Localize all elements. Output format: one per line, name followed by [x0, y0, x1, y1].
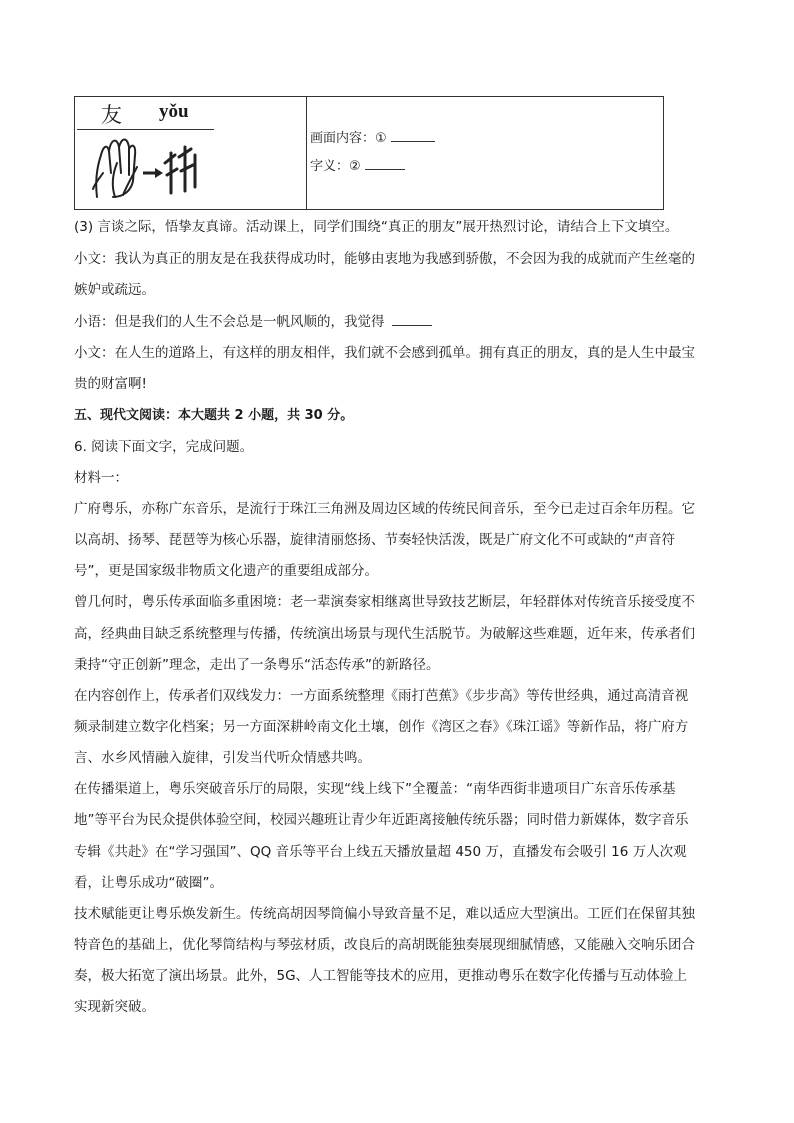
meaning-row — [310, 155, 405, 174]
xiaowen-line-2b: 贵的财富啊! — [74, 376, 147, 392]
picture-content-blank[interactable] — [391, 129, 435, 142]
paragraph-2-line-1: 曾几何时，粤乐传承面临多重困境：老一辈演奏家相继离世导致技艺断层，年轻群体对传统音乐接受度不 — [74, 594, 695, 610]
xiaoyu-blank[interactable] — [392, 313, 432, 326]
material-one-label: 材料一： — [74, 470, 128, 486]
paragraph-3-line-1: 在内容创作上，传承者们双线发力：一方面系统整理《雨打芭蕉》《步步高》等传世经典，通过高清音视 — [74, 688, 689, 704]
question-6-prompt: 6. 阅读下面文字，完成问题。 — [74, 439, 254, 455]
paragraph-1-line-1: 广府粤乐，亦称广东音乐，是流行于珠江三角洲及周边区域的传统民间音乐，至今已走过百余年历程。它 — [74, 501, 695, 517]
character-cell — [75, 97, 306, 209]
picture-content-row — [310, 127, 435, 146]
paragraph-4-line-1: 在传播渠道上，粤乐突破音乐厅的局限，实现“线上线下”全覆盖：“南华西街非遗项目广东音乐传承基 — [74, 781, 676, 797]
paragraph-5-line-2: 特音色的基础上，优化琴筒结构与琴弦材质，改良后的高胡既能独奏展现细腻情感，又能融入交响乐团合 — [74, 937, 695, 953]
character-underline — [77, 129, 214, 130]
table-divider — [306, 97, 307, 209]
paragraph-4-line-3: 专辑《共赴》在“学习强国”、QQ 音乐等平台上线五天播放量超 450 万，直播发布会吸引 16 万人次观 — [74, 844, 687, 860]
answer-cell — [308, 97, 663, 209]
question-3-prompt: (3) 言谈之际，悟挚友真谛。活动课上，同学们围绕“真正的朋友”展开热烈讨论，请结合上下文填空。 — [74, 219, 679, 235]
paragraph-5-line-4: 实现新突破。 — [74, 999, 155, 1015]
paragraph-4-line-2: 地”等平台为民众提供体验空间，校园兴趣班让青少年近距离接触传统乐器；同时借力新媒体，数字音乐 — [74, 812, 689, 828]
character-pinyin: yǒu — [159, 101, 189, 122]
xiaowen-line-1a: 小文：我认为真正的朋友是在我获得成功时，能够由衷地为我感到骄傲，不会因为我的成就而产生丝毫的 — [74, 251, 695, 267]
paragraph-1-line-3: 号”，更是国家级非物质文化遗产的重要组成部分。 — [74, 563, 378, 579]
character-glyph: 友 — [101, 103, 122, 127]
ancient-character-pictograph-icon — [89, 133, 209, 201]
paragraph-3-line-2: 频录制建立数字化档案；另一方面深耕岭南文化土壤，创作《湾区之春》《珠江谣》等新作品，将广府方 — [74, 719, 689, 735]
xiaoyu-text: 小语：但是我们的人生不会总是一帆风顺的，我觉得 — [74, 314, 385, 330]
paragraph-2-line-2: 高，经典曲目缺乏系统整理与传播，传统演出场景与现代生活脱节。为破解这些难题，近年来，传承者们 — [74, 626, 695, 642]
paragraph-5-line-3: 奏，极大拓宽了演出场景。此外，5G、人工智能等技术的应用，更推动粤乐在数字化传播与互动体验上 — [74, 968, 688, 984]
xiaoyu-line — [74, 313, 432, 331]
meaning-blank[interactable] — [365, 157, 405, 170]
paragraph-5-line-1: 技术赋能更让粤乐焕发新生。传统高胡因琴筒偏小导致音量不足，难以适应大型演出。工匠们在保留其独 — [74, 906, 695, 922]
xiaowen-line-1b: 嫉妒或疏远。 — [74, 282, 155, 298]
character-table — [74, 96, 664, 210]
section-5-heading: 五、现代文阅读：本大题共 2 小题，共 30 分。 — [74, 408, 354, 423]
paragraph-4-line-4: 看，让粤乐成功“破圈”。 — [74, 875, 223, 891]
meaning-label: 字义：② — [310, 159, 361, 174]
paragraph-3-line-3: 言、水乡风情融入旋律，引发当代听众情感共鸣。 — [74, 750, 371, 766]
xiaowen-line-2a: 小文：在人生的道路上，有这样的朋友相伴，我们就不会感到孤单。拥有真正的朋友，真的是人生中最宝 — [74, 345, 695, 361]
paragraph-2-line-3: 秉持“守正创新”理念，走出了一条粤乐“活态传承”的新路径。 — [74, 657, 440, 673]
picture-content-label: 画面内容：① — [310, 131, 387, 146]
paragraph-1-line-2: 以高胡、扬琴、琵琶等为核心乐器，旋律清丽悠扬、节奏轻快活泼，既是广府文化不可或缺的“声音符 — [74, 532, 675, 548]
